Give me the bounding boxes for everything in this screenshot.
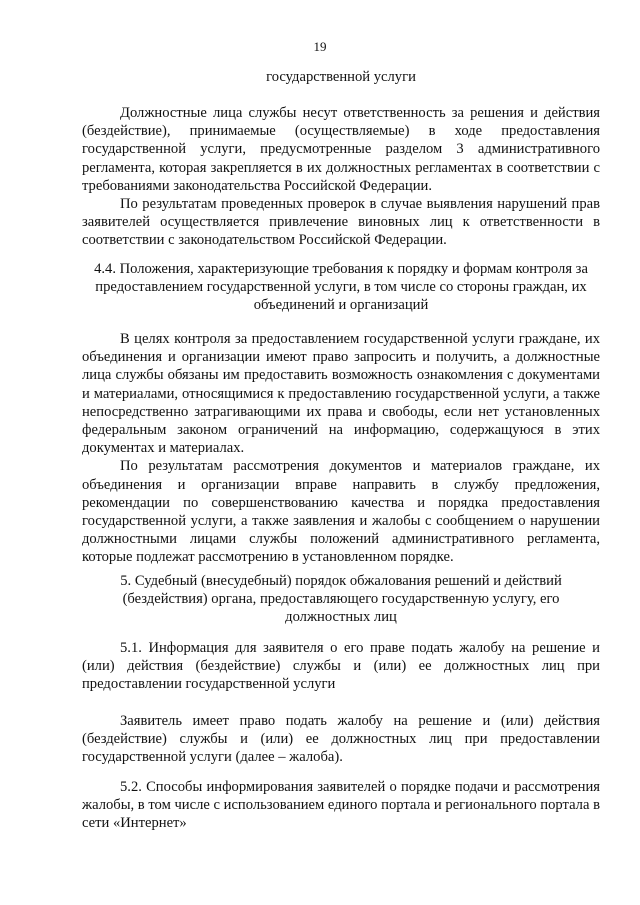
- paragraph: В целях контроля за предоставлением государственной услуги граждане, их объединения и организации имеют право запросить и получить, а должностные лица службы обязаны им предоставить возможность ознакомления с документами и материалами, относящимися к предоставлению государственной услуги, а также непосредственно затрагивающими их права и свободы, если нет установленных федеральным законом ограничений на информацию, содержащуюся в этих документах и материалах.: [82, 331, 600, 457]
- section-4-4-heading: 4.4. Положения, характеризующие требования к порядку и формам контроля за предоставлением государственной услуги, в том числе со стороны граждан, их объединений и организаций: [94, 261, 588, 314]
- continuation-heading-block: [82, 68, 600, 86]
- section-4-4-body: [82, 330, 600, 567]
- section-4-4-heading-block: [90, 260, 592, 315]
- section-5-1-body: [82, 712, 600, 767]
- section-5-heading-block: [94, 572, 588, 627]
- section-4-3-tail: [82, 104, 600, 250]
- section-5-2-heading-block: [82, 778, 600, 833]
- page-number: 19: [313, 39, 327, 54]
- section-5-1-heading-block: [82, 639, 600, 694]
- paragraph: Должностные лица службы несут ответственность за решения и действия (бездействие), принимаемые (осуществляемые) в ходе предоставления государственной услуги, предусмотренные разделом 3 административного регламента, которая закрепляется в их должностных регламентах в соответствии с требованиями законодательства Российской Федерации.: [82, 105, 600, 194]
- paragraph: По результатам рассмотрения документов и материалов граждане, их объединения и организации вправе направить в службу предложения, рекомендации по совершенствованию качества и порядка предоставления государственной услуги, а также заявления и жалобы с сообщением о нарушении должностными лицами службы положений административного регламента, которые подлежат рассмотрению в установленном порядке.: [82, 458, 600, 566]
- paragraph: Заявитель имеет право подать жалобу на решение и (или) действия (бездействие) службы и (или) ее должностных лиц при предоставлении государственной услуги (далее – жалоба).: [82, 713, 600, 766]
- continuation-heading: государственной услуги: [266, 69, 416, 85]
- paragraph: По результатам проведенных проверок в случае выявления нарушений прав заявителей осуществляется привлечение виновных лиц к ответственности в соответствии с законодательством Российской Федерации.: [82, 196, 600, 249]
- section-5-heading: 5. Судебный (внесудебный) порядок обжалования решений и действий (бездействия) органа, предоставляющего государственную услугу, его должностных лиц: [120, 573, 562, 626]
- section-5-1-heading: 5.1. Информация для заявителя о его праве подать жалобу на решение и (или) действия (бездействие) службы и (или) ее должностных лиц при предоставлении государственной услуги: [82, 640, 600, 693]
- section-5-2-heading: 5.2. Способы информирования заявителей о порядке подачи и рассмотрения жалобы, в том числе с использованием единого портала и регионального портала в сети «Интернет»: [82, 779, 600, 832]
